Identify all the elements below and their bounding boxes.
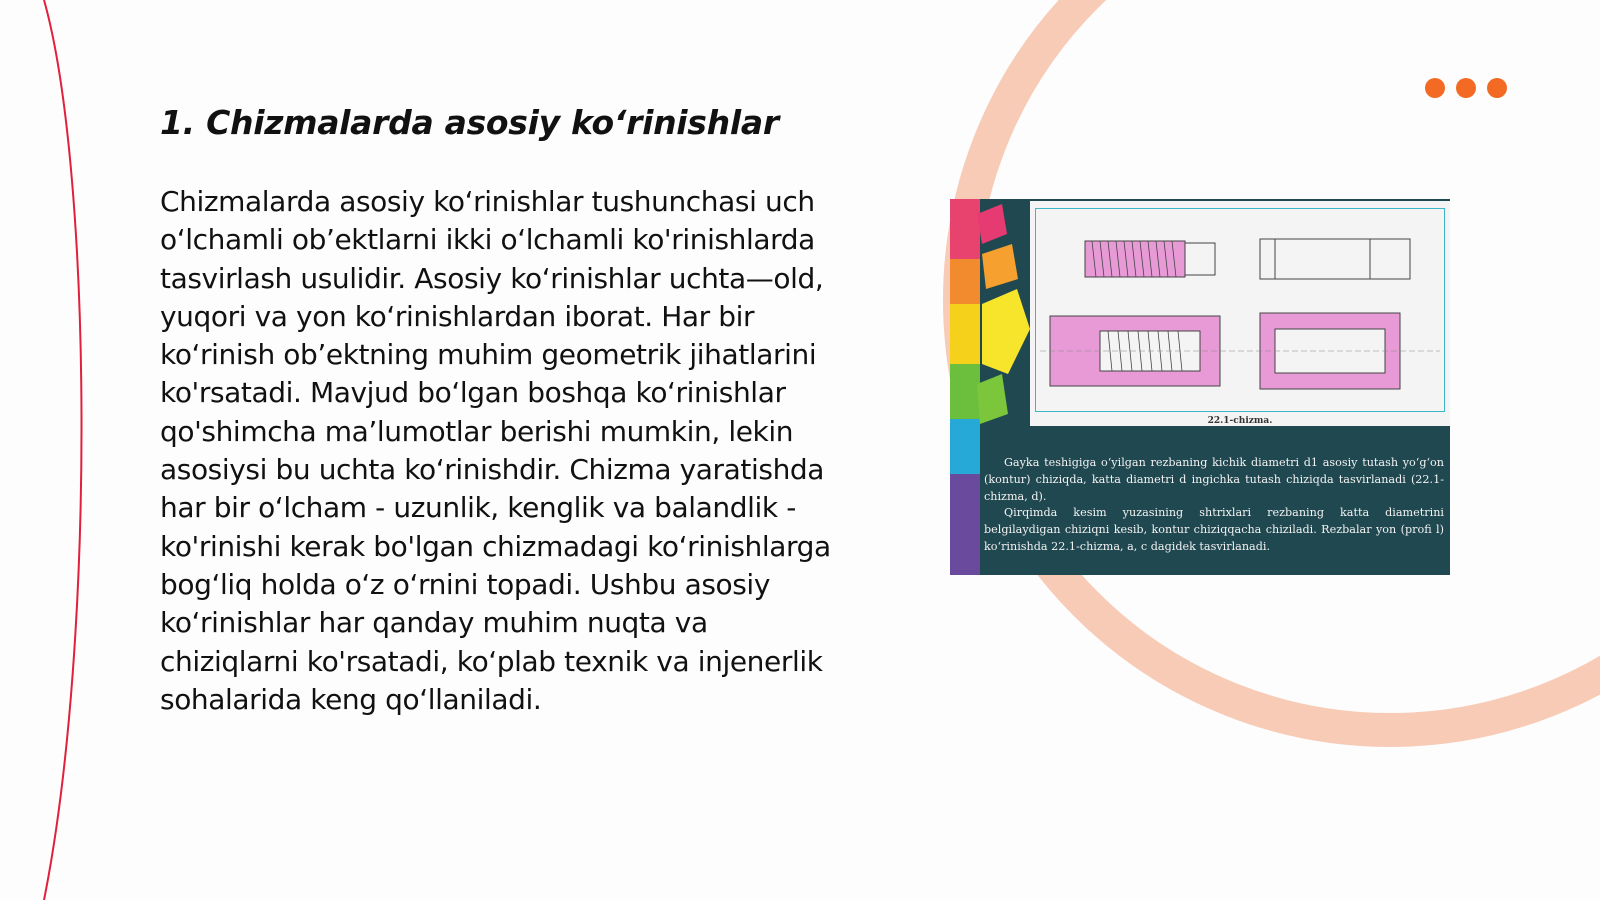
technical-drawing-figure xyxy=(950,199,1450,575)
dot-icon xyxy=(1425,78,1445,98)
technical-drawing xyxy=(1030,201,1450,426)
caption-paragraph: Qirqimda kesim yuzasining shtrixlari rezbaning katta diametrini belgilaydigan chiziqni kesib, kontur chiziqqacha chiziladi. Rezbalar yon (profi l) ko‘rinishda 22.1-chizma, a, c dagidek tasvirlanadi. xyxy=(984,506,1444,553)
caption-paragraph: Gayka teshigiga o‘yilgan rezbaning kichik diametri d1 asosiy tutash yo‘g‘on (kontur) chiziqda, katta diametri d ingichka tutash chiziqda tasvirlanadi (22.1-chizma, d). xyxy=(984,456,1444,503)
dot-icon xyxy=(1456,78,1476,98)
dot-icon xyxy=(1487,78,1507,98)
drawing-sketch xyxy=(1030,201,1450,426)
drawing-label: 22.1-chizma. xyxy=(1207,416,1273,426)
slide-title: 1. Chizmalarda asosiy ko‘rinishlar xyxy=(160,103,779,142)
figure-caption xyxy=(984,455,1444,556)
left-red-curve xyxy=(44,0,82,900)
ellipsis-dots-icon xyxy=(1425,78,1507,98)
slide-body-text: Chizmalarda asosiy ko‘rinishlar tushunchasi uch o‘lchamli ob’ektlarni ikki o‘lchamli ko'rinishlarda tasvirlash usulidir. Asosiy ko‘rinishlar uchta—old, yuqori va yon ko‘rinishlardan iborat. Har bir ko‘rinish ob’ektning muhim geometrik jihatlarini ko'rsatadi. Mavjud bo‘lgan boshqa ko‘rinishlar qo'shimcha ma’lumotlar berishi mumkin, lekin asosiysi bu uchta ko‘rinishdir. Chizma yaratishda har bir o‘lcham - uzunlik, kenglik va balandlik - ko'rinishi kerak bo'lgan chizmadagi ko‘rinishlarga bog‘liq holda o‘z o‘rnini topadi. Ushbu asosiy ko‘rinishlar har qanday muhim nuqta va chiziqlarni ko'rsatadi, ko‘plab texnik va injenerlik sohalarida keng qo‘llaniladi. xyxy=(160,185,831,716)
